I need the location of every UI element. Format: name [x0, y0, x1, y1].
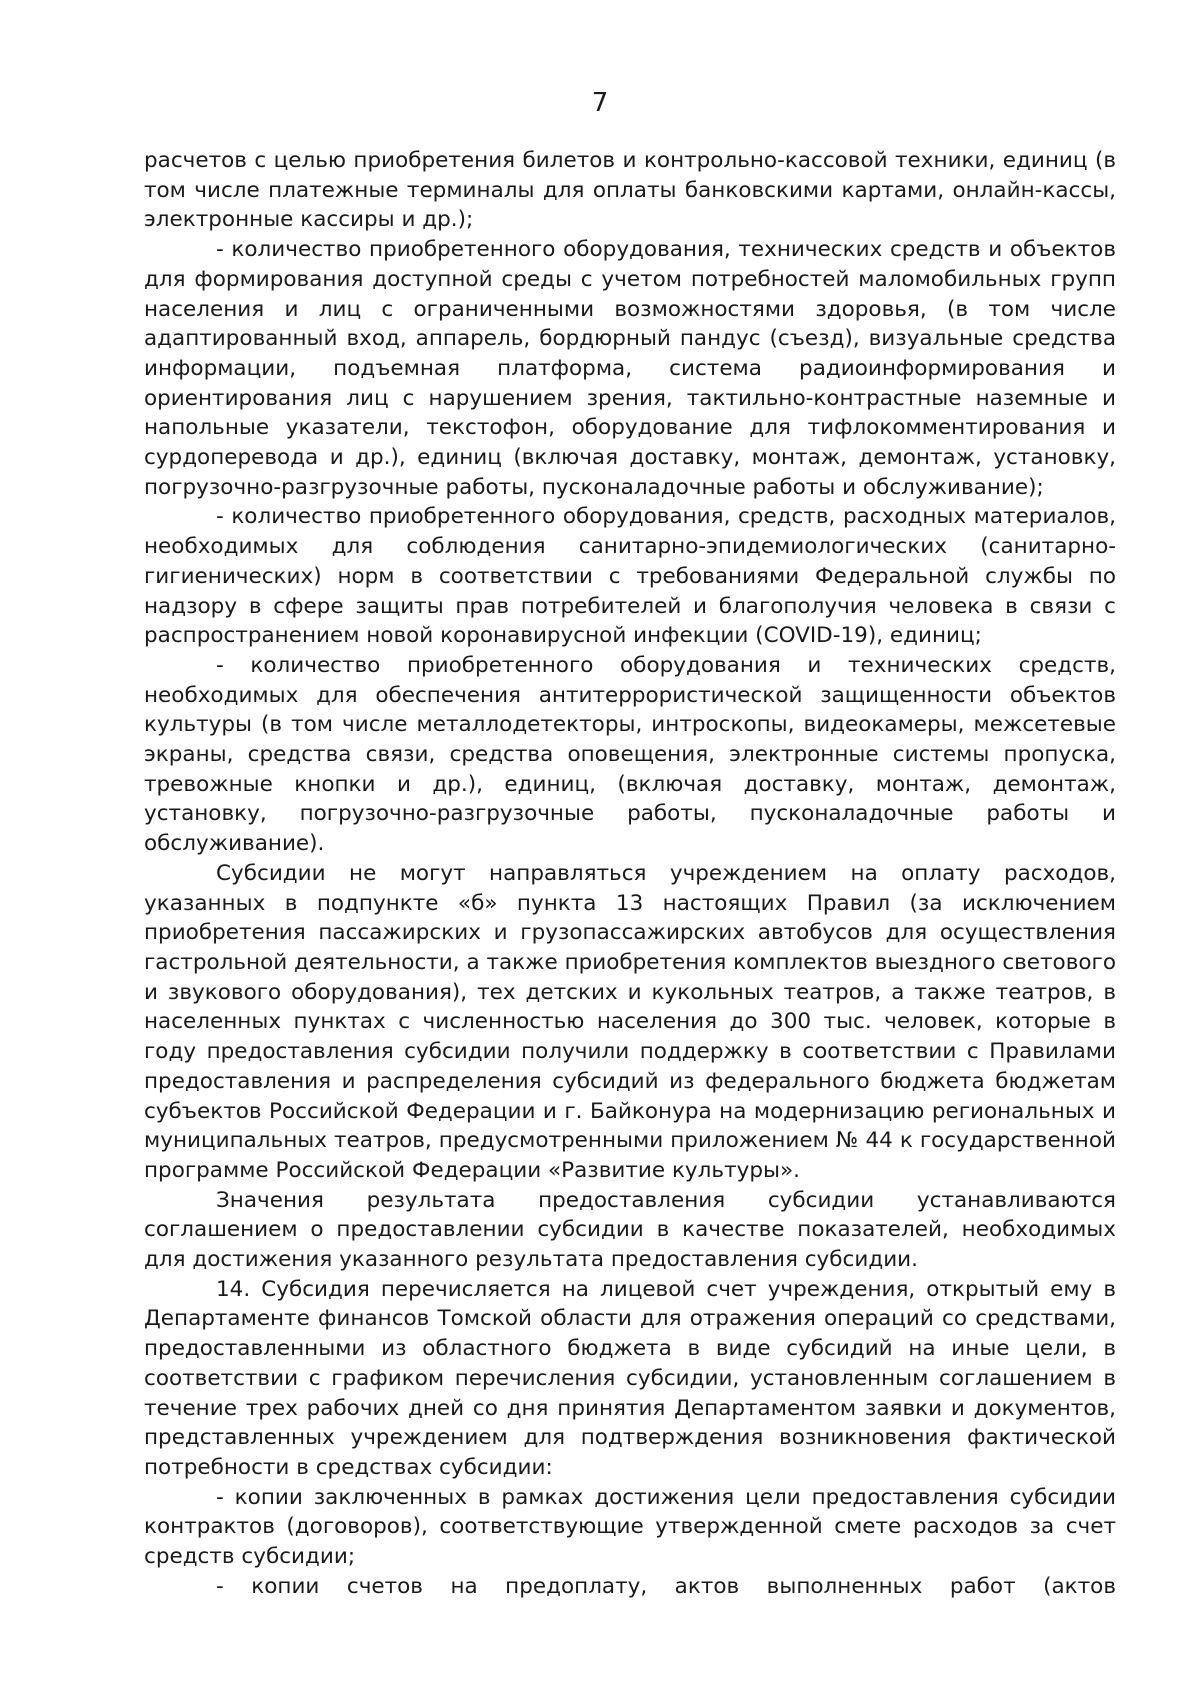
paragraph-result-values: Значения результата предоставления субсидии устанавливаются соглашением о предоставлении субсидии в качестве показателей, необходимых для достижения указанного результата предоставления субсидии.	[144, 1187, 1116, 1273]
paragraph-invoice-copies: - копии счетов на предоплату, актов выполненных работ (актов	[216, 1573, 1116, 1599]
paragraph-item-14: 14. Субсидия перечисляется на лицевой счет учреждения, открытый ему в Департаменте финансов Томской области для отражения операций со средствами, предоставленными из областного бюджета в виде субсидий на иные цели, в соответствии с графиком перечисления субсидии, установленным соглашением в течение трех рабочих дней со дня принятия Департаментом заявки и документов, представленных учреждением для подтверждения возникновения фактической потребности в средствах субсидии:	[144, 1276, 1116, 1480]
paragraph-accessible-environment: - количество приобретенного оборудования, технических средств и объектов для формирования доступной среды с учетом потребностей маломобильных групп населения и лиц с ограниченными возможностями здоровья, (в том числе адаптированный вход, аппарель, бордюрный пандус (съезд), визуальные средства информации, подъемная платформа, система радиоинформирования и ориентирования лиц с нарушением зрения, тактильно-контрастные наземные и напольные указатели, текстофон, оборудование для тифлокомментирования и сурдоперевода и др.), единиц (включая доставку, монтаж, демонтаж, установку, погрузочно-разгрузочные работы, пусконаладочные работы и обслуживание);	[144, 237, 1116, 500]
page-number: 7	[591, 88, 609, 118]
paragraph-sanitary-norms: - количество приобретенного оборудования, средств, расходных материалов, необходимых для соблюдения санитарно-эпидемиологических (санитарно-гигиенических) норм в соответствии с требованиями Федеральной службы по надзору в сфере защиты прав потребителей и благополучия человека в связи с распространением новой коронавирусной инфекции (COVID-19), единиц;	[144, 504, 1116, 649]
paragraph-antiterror-protection: - количество приобретенного оборудования и технических средств, необходимых для обеспечения антитеррористической защищенности объектов культуры (в том числе металлодетекторы, интроскопы, видеокамеры, межсетевые экраны, средства связи, средства оповещения, электронные системы пропуска, тревожные кнопки и др.), единиц, (включая доставку, монтаж, демонтаж, установку, погрузочно-разгрузочные работы, пусконаладочные работы и обслуживание).	[144, 652, 1116, 857]
paragraph-subsidy-restrictions: Субсидии не могут направляться учреждением на оплату расходов, указанных в подпункте «б» пункта 13 настоящих Правил (за исключением приобретения пассажирских и грузопассажирских автобусов для осуществления гастрольной деятельности, а также приобретения комплектов выездного светового и звукового оборудования), тех детских и кукольных театров, а также театров, в населенных пунктах с численностью населения до 300 тыс. человек, которые в году предоставления субсидии получили поддержку в соответствии с Правилами предоставления и распределения субсидий из федерального бюджета бюджетам субъектов Российской Федерации и г. Байконура на модернизацию региональных и муниципальных театров, предусмотренными приложением № 44 к государственной программе Российской Федерации «Развитие культуры».	[144, 860, 1116, 1183]
paragraph-contract-copies: - копии заключенных в рамках достижения цели предоставления субсидии контрактов (договоров), соответствующие утвержденной смете расходов за счет средств субсидии;	[144, 1484, 1116, 1570]
document-body	[144, 146, 1116, 1601]
paragraph-continuation: расчетов с целью приобретения билетов и контрольно-кассовой техники, единиц (в том числе платежные терминалы для оплаты банковскими картами, онлайн-кассы, электронные кассиры и др.);	[144, 148, 1116, 233]
